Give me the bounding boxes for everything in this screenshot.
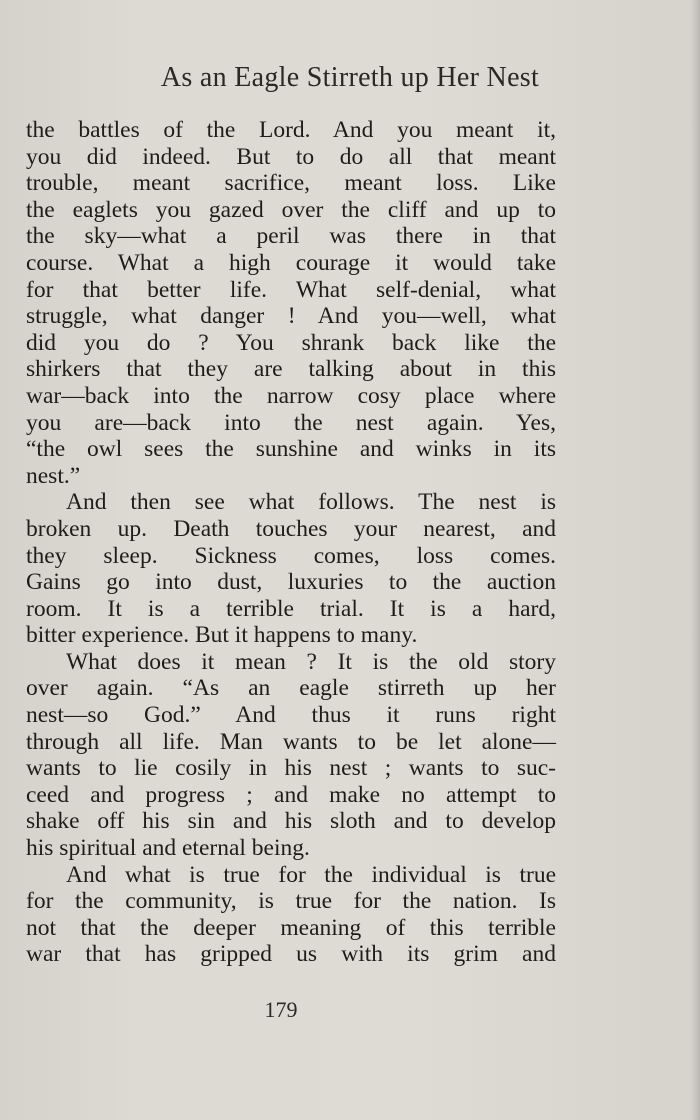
text-line: trouble, meant sacrifice, meant loss. Like <box>26 170 556 197</box>
body-text <box>26 117 556 968</box>
text-line: nest—so God.” And thus it runs right <box>26 702 556 729</box>
text-line: over again. “As an eagle stirreth up her <box>26 675 556 702</box>
text-line: you did indeed. But to do all that meant <box>26 143 556 170</box>
text-line: his spiritual and eternal being. <box>26 835 310 862</box>
text-line: you are—back into the nest again. Yes, <box>26 409 556 436</box>
text-line: bitter experience. But it happens to many. <box>26 622 418 649</box>
paragraph-3 <box>26 649 556 862</box>
text-line: war that has gripped us with its grim and <box>26 941 556 968</box>
text-line: wants to lie cosily in his nest ; wants to suc- <box>26 755 556 782</box>
text-line: And what is true for the individual is true <box>66 861 556 888</box>
text-line: for the community, is true for the nation. Is <box>26 888 556 915</box>
text-line: war—back into the narrow cosy place where <box>26 382 556 409</box>
paragraph-4 <box>26 862 556 968</box>
text-line: through all life. Man wants to be let alone— <box>26 728 556 755</box>
text-line: And then see what follows. The nest is <box>66 489 556 516</box>
text-line: “the owl sees the sunshine and winks in its <box>26 436 556 463</box>
text-line: the sky—what a peril was there in that <box>26 223 556 250</box>
text-line: room. It is a terrible trial. It is a hard, <box>26 595 556 622</box>
text-line: the eaglets you gazed over the cliff and up to <box>26 196 556 223</box>
text-line: What does it mean ? It is the old story <box>66 648 556 675</box>
text-line: struggle, what danger ! And you—well, what <box>26 303 556 330</box>
text-line: they sleep. Sickness comes, loss comes. <box>26 542 556 569</box>
text-line: shirkers that they are talking about in this <box>26 356 556 383</box>
text-line: shake off his sin and his sloth and to develop <box>26 808 556 835</box>
paragraph-1 <box>26 117 556 489</box>
text-line: did you do ? You shrank back like the <box>26 329 556 356</box>
page-number: 179 <box>264 997 298 1022</box>
page-edge-shadow <box>690 0 700 1120</box>
text-line: for that better life. What self-denial, what <box>26 276 556 303</box>
text-line: course. What a high courage it would take <box>26 249 556 276</box>
text-line: nest.” <box>26 462 81 489</box>
running-head: As an Eagle Stirreth up Her Nest <box>160 62 540 93</box>
text-line: Gains go into dust, luxuries to the auction <box>26 569 556 596</box>
text-line: not that the deeper meaning of this terrible <box>26 914 556 941</box>
text-line: ceed and progress ; and make no attempt to <box>26 781 556 808</box>
text-line: the battles of the Lord. And you meant it, <box>26 117 556 143</box>
paragraph-2 <box>26 489 556 649</box>
text-line: broken up. Death touches your nearest, and <box>26 515 556 542</box>
